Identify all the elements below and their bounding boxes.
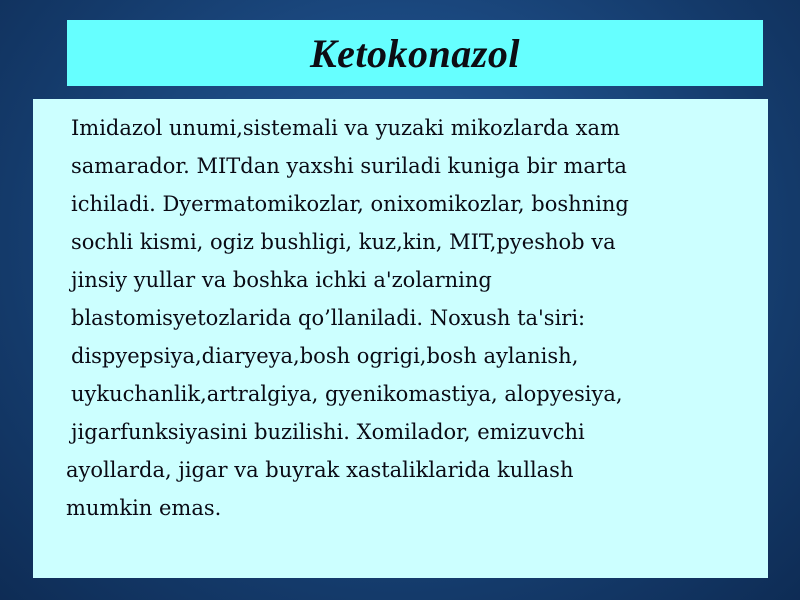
body-paragraph-2: ayollarda, jigar va buyrak xastaliklarida kullash mumkin emas. <box>66 458 574 520</box>
title-banner <box>67 20 763 86</box>
slide-title: Ketokonazol <box>310 30 520 76</box>
content-panel <box>33 99 768 578</box>
body-paragraph-1: Imidazol unumi,sistemali va yuzaki mikozlarda xam samarador. MITdan yaxshi suriladi kuniga bir marta ichiladi. Dyermatomikozlar, onixomikozlar, boshning sochli kismi, ogiz bushligi, kuz,kin, MIT,pyeshob va jinsiy yullar va boshka ichki a'zolarning blastomisyetozlarida qo’llaniladi. Noxush ta'siri: dispyepsiya,diaryeya,bosh ogrigi,bosh aylanish, uykuchanlik,artralgiya, gyenikomastiya, alopyesiya, jigarfunksiyasini buzilishi. Xomilador, emizuvchi <box>71 116 629 444</box>
